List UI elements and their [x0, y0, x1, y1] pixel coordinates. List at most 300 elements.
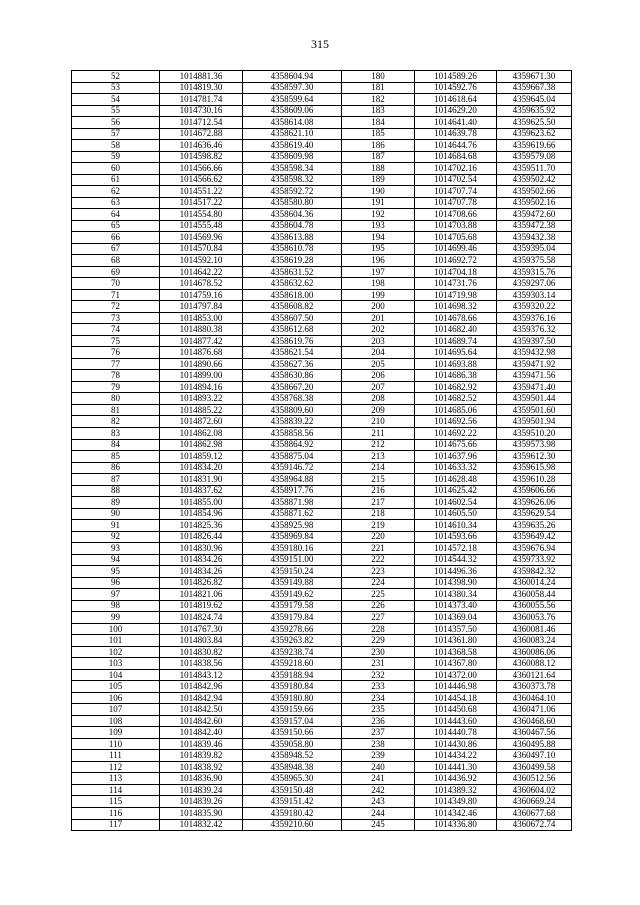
table-row: [72, 105, 572, 117]
point-number-cell: 183: [342, 105, 415, 117]
table-row: [72, 704, 572, 716]
table-row: [72, 439, 572, 451]
y-coordinate-cell: 4359179.84: [243, 612, 342, 624]
x-coordinate-cell: 1014678.66: [415, 312, 497, 324]
x-coordinate-cell: 1014398.90: [415, 577, 497, 589]
y-coordinate-cell: 4359606.66: [497, 485, 572, 497]
point-number-cell: 83: [72, 427, 160, 439]
table-row: [72, 324, 572, 336]
table-row: [72, 612, 572, 624]
point-number-cell: 101: [72, 635, 160, 647]
x-coordinate-cell: 1014446.98: [415, 681, 497, 693]
y-coordinate-cell: 4359502.16: [497, 197, 572, 209]
y-coordinate-cell: 4358917.76: [243, 485, 342, 497]
point-number-cell: 224: [342, 577, 415, 589]
point-number-cell: 64: [72, 209, 160, 221]
x-coordinate-cell: 1014731.76: [415, 278, 497, 290]
y-coordinate-cell: 4359180.80: [243, 692, 342, 704]
point-number-cell: 84: [72, 439, 160, 451]
point-number-cell: 99: [72, 612, 160, 624]
x-coordinate-cell: 1014554.80: [160, 209, 243, 221]
table-row: [72, 681, 572, 693]
x-coordinate-cell: 1014685.06: [415, 404, 497, 416]
table-row: [72, 658, 572, 670]
x-coordinate-cell: 1014708.66: [415, 209, 497, 221]
x-coordinate-cell: 1014336.80: [415, 819, 497, 831]
table-row: [72, 531, 572, 543]
x-coordinate-cell: 1014825.36: [160, 520, 243, 532]
point-number-cell: 54: [72, 94, 160, 106]
x-coordinate-cell: 1014834.20: [160, 462, 243, 474]
y-coordinate-cell: 4358864.92: [243, 439, 342, 451]
y-coordinate-cell: 4358948.52: [243, 750, 342, 762]
table-row: [72, 416, 572, 428]
point-number-cell: 107: [72, 704, 160, 716]
y-coordinate-cell: 4359159.66: [243, 704, 342, 716]
table-row: [72, 589, 572, 601]
y-coordinate-cell: 4359626.06: [497, 497, 572, 509]
point-number-cell: 240: [342, 761, 415, 773]
x-coordinate-cell: 1014598.82: [160, 151, 243, 163]
y-coordinate-cell: 4358597.30: [243, 82, 342, 94]
point-number-cell: 213: [342, 451, 415, 463]
point-number-cell: 233: [342, 681, 415, 693]
y-coordinate-cell: 4358858.56: [243, 427, 342, 439]
y-coordinate-cell: 4360464.10: [497, 692, 572, 704]
point-number-cell: 231: [342, 658, 415, 670]
point-number-cell: 223: [342, 566, 415, 578]
table-row: [72, 220, 572, 232]
point-number-cell: 230: [342, 646, 415, 658]
y-coordinate-cell: 4358598.34: [243, 163, 342, 175]
table-row: [72, 692, 572, 704]
y-coordinate-cell: 4360672.74: [497, 819, 572, 831]
x-coordinate-cell: 1014369.04: [415, 612, 497, 624]
x-coordinate-cell: 1014707.74: [415, 186, 497, 198]
y-coordinate-cell: 4359432.98: [497, 347, 572, 359]
y-coordinate-cell: 4359278.66: [243, 623, 342, 635]
y-coordinate-cell: 4358965.30: [243, 773, 342, 785]
point-number-cell: 81: [72, 404, 160, 416]
x-coordinate-cell: 1014628.48: [415, 474, 497, 486]
y-coordinate-cell: 4359733.92: [497, 554, 572, 566]
x-coordinate-cell: 1014675.66: [415, 439, 497, 451]
x-coordinate-cell: 1014838.92: [160, 761, 243, 773]
x-coordinate-cell: 1014389.32: [415, 784, 497, 796]
point-number-cell: 85: [72, 451, 160, 463]
point-number-cell: 215: [342, 474, 415, 486]
x-coordinate-cell: 1014436.92: [415, 773, 497, 785]
y-coordinate-cell: 4359376.32: [497, 324, 572, 336]
y-coordinate-cell: 4358610.78: [243, 243, 342, 255]
x-coordinate-cell: 1014826.44: [160, 531, 243, 543]
y-coordinate-cell: 4359510.20: [497, 427, 572, 439]
point-number-cell: 208: [342, 393, 415, 405]
point-number-cell: 238: [342, 738, 415, 750]
point-number-cell: 211: [342, 427, 415, 439]
table-row: [72, 335, 572, 347]
table-row: [72, 750, 572, 762]
table-row: [72, 727, 572, 739]
x-coordinate-cell: 1014702.54: [415, 174, 497, 186]
point-number-cell: 60: [72, 163, 160, 175]
point-number-cell: 198: [342, 278, 415, 290]
point-number-cell: 205: [342, 358, 415, 370]
y-coordinate-cell: 4360471.06: [497, 704, 572, 716]
point-number-cell: 55: [72, 105, 160, 117]
y-coordinate-cell: 4358612.68: [243, 324, 342, 336]
x-coordinate-cell: 1014704.18: [415, 266, 497, 278]
y-coordinate-cell: 4360373.78: [497, 681, 572, 693]
table-row: [72, 508, 572, 520]
point-number-cell: 237: [342, 727, 415, 739]
table-row: [72, 278, 572, 290]
y-coordinate-cell: 4359376.16: [497, 312, 572, 324]
y-coordinate-cell: 4360053.76: [497, 612, 572, 624]
point-number-cell: 245: [342, 819, 415, 831]
y-coordinate-cell: 4359157.04: [243, 715, 342, 727]
point-number-cell: 92: [72, 531, 160, 543]
table-row: [72, 312, 572, 324]
point-number-cell: 222: [342, 554, 415, 566]
point-number-cell: 225: [342, 589, 415, 601]
point-number-cell: 203: [342, 335, 415, 347]
y-coordinate-cell: 4359397.50: [497, 335, 572, 347]
point-number-cell: 228: [342, 623, 415, 635]
y-coordinate-cell: 4360058.44: [497, 589, 572, 601]
x-coordinate-cell: 1014555.48: [160, 220, 243, 232]
x-coordinate-cell: 1014682.40: [415, 324, 497, 336]
x-coordinate-cell: 1014641.40: [415, 117, 497, 129]
x-coordinate-cell: 1014566.66: [160, 163, 243, 175]
y-coordinate-cell: 4359676.94: [497, 543, 572, 555]
x-coordinate-cell: 1014843.12: [160, 669, 243, 681]
x-coordinate-cell: 1014592.76: [415, 82, 497, 94]
x-coordinate-cell: 1014826.82: [160, 577, 243, 589]
point-number-cell: 116: [72, 808, 160, 820]
x-coordinate-cell: 1014592.10: [160, 255, 243, 267]
point-number-cell: 103: [72, 658, 160, 670]
table-row: [72, 520, 572, 532]
x-coordinate-cell: 1014443.60: [415, 715, 497, 727]
point-number-cell: 193: [342, 220, 415, 232]
table-row: [72, 266, 572, 278]
x-coordinate-cell: 1014837.62: [160, 485, 243, 497]
point-number-cell: 201: [342, 312, 415, 324]
x-coordinate-cell: 1014625.42: [415, 485, 497, 497]
x-coordinate-cell: 1014707.78: [415, 197, 497, 209]
x-coordinate-cell: 1014349.80: [415, 796, 497, 808]
y-coordinate-cell: 4359320.22: [497, 301, 572, 313]
y-coordinate-cell: 4358609.98: [243, 151, 342, 163]
y-coordinate-cell: 4359471.92: [497, 358, 572, 370]
x-coordinate-cell: 1014692.56: [415, 416, 497, 428]
x-coordinate-cell: 1014373.40: [415, 600, 497, 612]
y-coordinate-cell: 4358599.64: [243, 94, 342, 106]
x-coordinate-cell: 1014781.74: [160, 94, 243, 106]
table-row: [72, 427, 572, 439]
table-row: [72, 819, 572, 831]
point-number-cell: 212: [342, 439, 415, 451]
point-number-cell: 188: [342, 163, 415, 175]
table-row: [72, 715, 572, 727]
x-coordinate-cell: 1014854.96: [160, 508, 243, 520]
y-coordinate-cell: 4358613.88: [243, 232, 342, 244]
table-row: [72, 140, 572, 152]
x-coordinate-cell: 1014830.96: [160, 543, 243, 555]
y-coordinate-cell: 4359180.84: [243, 681, 342, 693]
x-coordinate-cell: 1014876.68: [160, 347, 243, 359]
x-coordinate-cell: 1014544.32: [415, 554, 497, 566]
y-coordinate-cell: 4359619.66: [497, 140, 572, 152]
x-coordinate-cell: 1014496.36: [415, 566, 497, 578]
x-coordinate-cell: 1014839.24: [160, 784, 243, 796]
y-coordinate-cell: 4359635.26: [497, 520, 572, 532]
x-coordinate-cell: 1014633.32: [415, 462, 497, 474]
y-coordinate-cell: 4358969.84: [243, 531, 342, 543]
y-coordinate-cell: 4358768.38: [243, 393, 342, 405]
point-number-cell: 227: [342, 612, 415, 624]
y-coordinate-cell: 4359623.62: [497, 128, 572, 140]
table-row: [72, 358, 572, 370]
x-coordinate-cell: 1014880.38: [160, 324, 243, 336]
point-number-cell: 220: [342, 531, 415, 543]
point-number-cell: 82: [72, 416, 160, 428]
x-coordinate-cell: 1014441.30: [415, 761, 497, 773]
x-coordinate-cell: 1014361.80: [415, 635, 497, 647]
y-coordinate-cell: 4359238.74: [243, 646, 342, 658]
x-coordinate-cell: 1014430.86: [415, 738, 497, 750]
x-coordinate-cell: 1014842.40: [160, 727, 243, 739]
y-coordinate-cell: 4360086.06: [497, 646, 572, 658]
table-row: [72, 462, 572, 474]
y-coordinate-cell: 4360604.02: [497, 784, 572, 796]
y-coordinate-cell: 4358619.40: [243, 140, 342, 152]
point-number-cell: 58: [72, 140, 160, 152]
y-coordinate-cell: 4359432.38: [497, 232, 572, 244]
point-number-cell: 56: [72, 117, 160, 129]
x-coordinate-cell: 1014767.30: [160, 623, 243, 635]
x-coordinate-cell: 1014569.96: [160, 232, 243, 244]
y-coordinate-cell: 4358925.98: [243, 520, 342, 532]
y-coordinate-cell: 4358621.54: [243, 347, 342, 359]
table-row: [72, 796, 572, 808]
y-coordinate-cell: 4359218.60: [243, 658, 342, 670]
x-coordinate-cell: 1014629.20: [415, 105, 497, 117]
x-coordinate-cell: 1014644.76: [415, 140, 497, 152]
x-coordinate-cell: 1014692.22: [415, 427, 497, 439]
point-number-cell: 108: [72, 715, 160, 727]
x-coordinate-cell: 1014636.46: [160, 140, 243, 152]
y-coordinate-cell: 4358621.10: [243, 128, 342, 140]
y-coordinate-cell: 4359645.04: [497, 94, 572, 106]
point-number-cell: 90: [72, 508, 160, 520]
table-row: [72, 82, 572, 94]
point-number-cell: 80: [72, 393, 160, 405]
y-coordinate-cell: 4359315.76: [497, 266, 572, 278]
y-coordinate-cell: 4360497.10: [497, 750, 572, 762]
y-coordinate-cell: 4358627.36: [243, 358, 342, 370]
point-number-cell: 197: [342, 266, 415, 278]
y-coordinate-cell: 4359667.38: [497, 82, 572, 94]
x-coordinate-cell: 1014832.42: [160, 819, 243, 831]
y-coordinate-cell: 4359502.66: [497, 186, 572, 198]
point-number-cell: 189: [342, 174, 415, 186]
table-row: [72, 784, 572, 796]
point-number-cell: 242: [342, 784, 415, 796]
x-coordinate-cell: 1014551.22: [160, 186, 243, 198]
y-coordinate-cell: 4359188.94: [243, 669, 342, 681]
y-coordinate-cell: 4358630.86: [243, 370, 342, 382]
point-number-cell: 75: [72, 335, 160, 347]
point-number-cell: 78: [72, 370, 160, 382]
x-coordinate-cell: 1014842.96: [160, 681, 243, 693]
point-number-cell: 229: [342, 635, 415, 647]
point-number-cell: 111: [72, 750, 160, 762]
x-coordinate-cell: 1014797.84: [160, 301, 243, 313]
y-coordinate-cell: 4359149.88: [243, 577, 342, 589]
y-coordinate-cell: 4359150.66: [243, 727, 342, 739]
x-coordinate-cell: 1014698.32: [415, 301, 497, 313]
y-coordinate-cell: 4358948.38: [243, 761, 342, 773]
table-row: [72, 404, 572, 416]
table-row: [72, 117, 572, 129]
table-row: [72, 94, 572, 106]
y-coordinate-cell: 4359502.42: [497, 174, 572, 186]
y-coordinate-cell: 4359471.56: [497, 370, 572, 382]
point-number-cell: 98: [72, 600, 160, 612]
y-coordinate-cell: 4360014.24: [497, 577, 572, 589]
y-coordinate-cell: 4359471.40: [497, 381, 572, 393]
point-number-cell: 239: [342, 750, 415, 762]
y-coordinate-cell: 4360495.88: [497, 738, 572, 750]
x-coordinate-cell: 1014372.00: [415, 669, 497, 681]
point-number-cell: 200: [342, 301, 415, 313]
table-row: [72, 255, 572, 267]
point-number-cell: 52: [72, 71, 160, 83]
point-number-cell: 190: [342, 186, 415, 198]
table-row: [72, 232, 572, 244]
table-row: [72, 451, 572, 463]
point-number-cell: 195: [342, 243, 415, 255]
point-number-cell: 235: [342, 704, 415, 716]
x-coordinate-cell: 1014862.98: [160, 439, 243, 451]
point-number-cell: 204: [342, 347, 415, 359]
y-coordinate-cell: 4358632.62: [243, 278, 342, 290]
x-coordinate-cell: 1014842.60: [160, 715, 243, 727]
point-number-cell: 102: [72, 646, 160, 658]
point-number-cell: 114: [72, 784, 160, 796]
point-number-cell: 71: [72, 289, 160, 301]
table-row: [72, 347, 572, 359]
x-coordinate-cell: 1014862.08: [160, 427, 243, 439]
x-coordinate-cell: 1014885.22: [160, 404, 243, 416]
point-number-cell: 79: [72, 381, 160, 393]
point-number-cell: 88: [72, 485, 160, 497]
y-coordinate-cell: 4359179.58: [243, 600, 342, 612]
point-number-cell: 236: [342, 715, 415, 727]
y-coordinate-cell: 4359629.54: [497, 508, 572, 520]
point-number-cell: 226: [342, 600, 415, 612]
point-number-cell: 180: [342, 71, 415, 83]
y-coordinate-cell: 4359842.32: [497, 566, 572, 578]
x-coordinate-cell: 1014834.26: [160, 566, 243, 578]
x-coordinate-cell: 1014803.84: [160, 635, 243, 647]
table-row: [72, 808, 572, 820]
x-coordinate-cell: 1014831.90: [160, 474, 243, 486]
y-coordinate-cell: 4358667.20: [243, 381, 342, 393]
point-number-cell: 113: [72, 773, 160, 785]
x-coordinate-cell: 1014684.68: [415, 151, 497, 163]
x-coordinate-cell: 1014380.34: [415, 589, 497, 601]
point-number-cell: 110: [72, 738, 160, 750]
x-coordinate-cell: 1014610.34: [415, 520, 497, 532]
y-coordinate-cell: 4359297.06: [497, 278, 572, 290]
point-number-cell: 210: [342, 416, 415, 428]
x-coordinate-cell: 1014839.46: [160, 738, 243, 750]
point-number-cell: 112: [72, 761, 160, 773]
y-coordinate-cell: 4359501.44: [497, 393, 572, 405]
y-coordinate-cell: 4358809.60: [243, 404, 342, 416]
table-row: [72, 761, 572, 773]
y-coordinate-cell: 4359573.98: [497, 439, 572, 451]
y-coordinate-cell: 4360088.12: [497, 658, 572, 670]
point-number-cell: 186: [342, 140, 415, 152]
y-coordinate-cell: 4359150.48: [243, 784, 342, 796]
x-coordinate-cell: 1014434.22: [415, 750, 497, 762]
point-number-cell: 100: [72, 623, 160, 635]
y-coordinate-cell: 4358609.06: [243, 105, 342, 117]
y-coordinate-cell: 4358614.08: [243, 117, 342, 129]
y-coordinate-cell: 4358619.76: [243, 335, 342, 347]
x-coordinate-cell: 1014705.68: [415, 232, 497, 244]
y-coordinate-cell: 4359501.94: [497, 416, 572, 428]
point-number-cell: 219: [342, 520, 415, 532]
x-coordinate-cell: 1014642.22: [160, 266, 243, 278]
x-coordinate-cell: 1014593.66: [415, 531, 497, 543]
x-coordinate-cell: 1014855.00: [160, 497, 243, 509]
y-coordinate-cell: 4359625.50: [497, 117, 572, 129]
x-coordinate-cell: 1014368.58: [415, 646, 497, 658]
y-coordinate-cell: 4358580.80: [243, 197, 342, 209]
point-number-cell: 218: [342, 508, 415, 520]
table-row: [72, 301, 572, 313]
x-coordinate-cell: 1014517.22: [160, 197, 243, 209]
y-coordinate-cell: 4360121.64: [497, 669, 572, 681]
x-coordinate-cell: 1014702.16: [415, 163, 497, 175]
table-row: [72, 186, 572, 198]
x-coordinate-cell: 1014881.36: [160, 71, 243, 83]
y-coordinate-cell: 4359263.82: [243, 635, 342, 647]
point-number-cell: 94: [72, 554, 160, 566]
y-coordinate-cell: 4359375.58: [497, 255, 572, 267]
point-number-cell: 182: [342, 94, 415, 106]
y-coordinate-cell: 4360512.56: [497, 773, 572, 785]
point-number-cell: 187: [342, 151, 415, 163]
point-number-cell: 217: [342, 497, 415, 509]
x-coordinate-cell: 1014440.78: [415, 727, 497, 739]
point-number-cell: 59: [72, 151, 160, 163]
y-coordinate-cell: 4359635.92: [497, 105, 572, 117]
page-number: 315: [311, 37, 329, 51]
point-number-cell: 96: [72, 577, 160, 589]
x-coordinate-cell: 1014689.74: [415, 335, 497, 347]
y-coordinate-cell: 4358598.32: [243, 174, 342, 186]
y-coordinate-cell: 4359180.42: [243, 808, 342, 820]
table-row: [72, 600, 572, 612]
point-number-cell: 68: [72, 255, 160, 267]
y-coordinate-cell: 4360467.56: [497, 727, 572, 739]
